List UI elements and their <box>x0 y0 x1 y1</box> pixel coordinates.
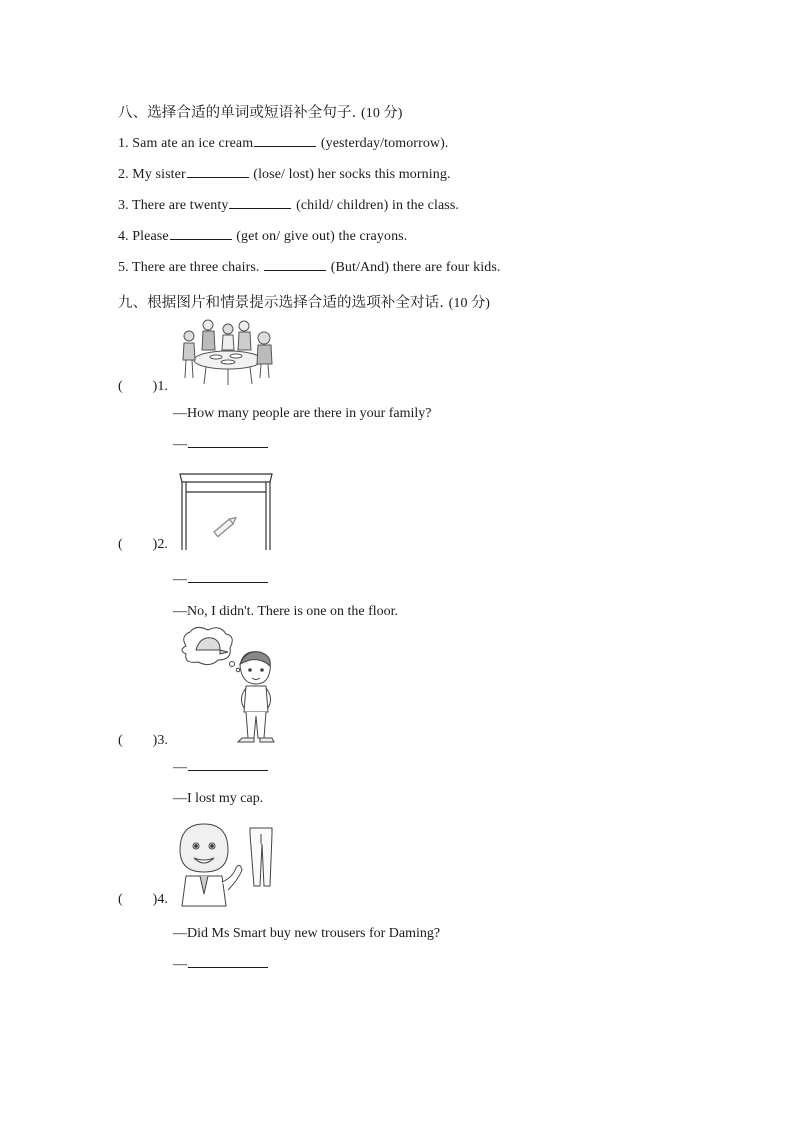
q1-line-1: —How many people are there in your family? <box>173 406 432 421</box>
q2-paren-close: ) <box>152 537 158 552</box>
q2-paren-open: ( <box>118 537 123 552</box>
family-dinner-illustration <box>176 316 280 386</box>
answer-blank[interactable] <box>187 176 249 178</box>
q3-line-2: —I lost my cap. <box>173 791 264 806</box>
answer-blank[interactable] <box>254 145 316 147</box>
s8-item-1 <box>118 136 449 152</box>
q4-answer-row <box>118 892 168 908</box>
section-9-points: (10 分) <box>448 296 491 311</box>
answer-blank[interactable] <box>188 769 268 771</box>
s8-item-1-pre: 1. Sam ate an ice cream <box>118 136 254 151</box>
q3-number: 3. <box>157 733 168 748</box>
q3-paren-open: ( <box>118 733 123 748</box>
answer-blank[interactable] <box>188 581 268 583</box>
q2-number: 2. <box>157 537 168 552</box>
section-8-heading <box>118 101 402 122</box>
desk-and-crayon-illustration <box>176 470 276 554</box>
answer-blank[interactable] <box>188 446 268 448</box>
q3-line-1-dash: — <box>173 760 187 775</box>
answer-blank[interactable] <box>188 966 268 968</box>
q3-line-1 <box>173 760 269 776</box>
s8-item-2 <box>118 167 451 183</box>
answer-blank[interactable] <box>229 207 291 209</box>
q1-paren-close: ) <box>152 379 158 394</box>
q4-paren-open: ( <box>118 892 123 907</box>
s8-item-5-pre: 5. There are three chairs. <box>118 260 264 275</box>
boy-thinking-of-cap-illustration <box>176 626 278 746</box>
s8-item-4-pre: 4. Please <box>118 229 169 244</box>
section-9-title: 九、根据图片和情景提示选择合适的选项补全对话. <box>118 295 444 311</box>
section-9-heading <box>118 291 490 312</box>
answer-blank[interactable] <box>264 269 326 271</box>
q2-answer-row <box>118 537 168 553</box>
q1-answer-row <box>118 379 168 395</box>
q3-paren-close: ) <box>152 733 158 748</box>
q1-line-2 <box>173 437 269 453</box>
q4-number: 4. <box>157 892 168 907</box>
section-8-points: (10 分) <box>361 106 403 121</box>
q2-line-1-dash: — <box>173 572 187 587</box>
q4-paren-close: ) <box>152 892 158 907</box>
q4-line-2 <box>173 957 269 973</box>
q2-line-1 <box>173 572 269 588</box>
q4-line-1: —Did Ms Smart buy new trousers for Daming? <box>173 926 441 941</box>
s8-item-2-pre: 2. My sister <box>118 167 186 182</box>
s8-item-4-post: (get on/ give out) the crayons. <box>232 229 408 244</box>
q1-number: 1. <box>157 379 168 394</box>
q4-line-2-dash: — <box>173 957 187 972</box>
q1-line-2-dash: — <box>173 437 187 452</box>
s8-item-4 <box>118 229 407 245</box>
s8-item-1-post: (yesterday/tomorrow). <box>317 136 449 151</box>
s8-item-3-post: (child/ children) in the class. <box>292 198 459 213</box>
s8-item-3-pre: 3. There are twenty <box>118 198 229 213</box>
boy-with-trousers-illustration <box>176 820 276 908</box>
q1-paren-open: ( <box>118 379 123 394</box>
section-8-title: 八、选择合适的单词或短语补全句子. <box>118 105 357 121</box>
s8-item-3 <box>118 198 459 214</box>
s8-item-2-post: (lose/ lost) her socks this morning. <box>249 167 451 182</box>
q2-line-2: —No, I didn't. There is one on the floor. <box>173 604 399 619</box>
s8-item-5 <box>118 260 500 276</box>
answer-blank[interactable] <box>170 238 232 240</box>
q3-answer-row <box>118 733 168 749</box>
s8-item-5-post: (But/And) there are four kids. <box>327 260 501 275</box>
